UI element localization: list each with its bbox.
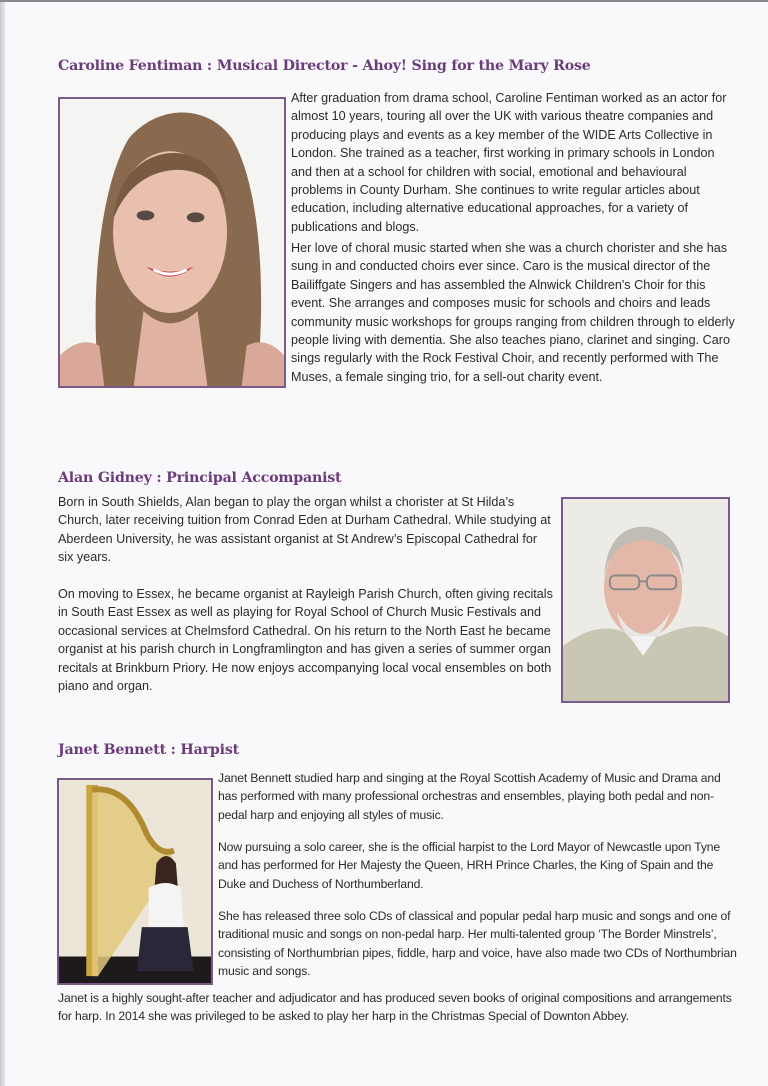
alan-photo [561, 497, 730, 703]
page-edge-shadow [0, 0, 5, 1086]
janet-photo [57, 778, 213, 985]
section-heading-alan: Alan Gidney : Principal Accompanist [58, 470, 342, 486]
janet-bio-paragraph-3: She has released three solo CDs of classical and popular pedal harp music and songs and one of traditional music and songs on non-pedal harp. Her multi-talented group ‘The Border Minstrels’, consisting of Northumbrian pipes, fiddle, harp and voice, have also made two CDs of Northumbrian music and songs. [218, 909, 737, 979]
page-top-edge [0, 0, 768, 2]
caroline-bio-paragraph-1: After graduation from drama school, Caroline Fentiman worked as an actor for almost 10 years, touring all over the UK with various theatre companies and producing plays and events as a key member of the WIDE Arts Collective in London. She trained as a teacher, first working in primary schools in London and then at a school for children with social, emotional and behavioural problems in County Durham. She continues to write regular articles about education, including alternative educational approaches, for a variety of publications and blogs. [291, 91, 727, 234]
alan-bio-paragraph-1: Born in South Shields, Alan began to play the organ whilst a chorister at St Hilda’s Church, later receiving tuition from Conrad Eden at Durham Cathedral. While studying at Aberdeen University, he was assistant organist at St Andrew’s Episcopal Cathedral for six years. [58, 495, 551, 565]
janet-harp-image [59, 780, 211, 983]
janet-bio-paragraph-1: Janet Bennett studied harp and singing at the Royal Scottish Academy of Music and Drama and has performed with many professional orchestras and ensembles, playing both pedal and non-pedal harp and enjoying all styles of music. [218, 771, 721, 822]
alan-portrait-image [563, 499, 728, 701]
caroline-bio-paragraph-2: Her love of choral music started when she was a church chorister and she has sung in and conducted choirs ever since. Caro is the musical director of the Bailiffgate Singers and has assembled the Alnwick Children's Choir for this event. She arranges and composes music for schools and choirs and leads community music workshops for groups ranging from children through to elderly people living with dementia. She also teaches piano, clarinet and singing. Caro sings regularly with the Rock Festival Choir, and recently performed with The Muses, a female singing trio, for a sell-out charity event. [291, 241, 735, 384]
section-heading-caroline: Caroline Fentiman : Musical Director - Ahoy! Sing for the Mary Rose [58, 58, 591, 74]
caroline-portrait-image [60, 99, 284, 386]
caroline-photo [58, 97, 286, 388]
janet-bio-paragraph-2: Now pursuing a solo career, she is the official harpist to the Lord Mayor of Newcastle upon Tyne and has performed for Her Majesty the Queen, HRH Prince Charles, the King of Spain and the Duke and Duchess of Northumberland. [218, 840, 721, 891]
janet-bio-paragraph-4: Janet is a highly sought-after teacher and adjudicator and has produced seven books of original compositions and arrangements for harp. In 2014 she was privileged to be asked to play her harp in the Christmas Special of Downton Abbey. [58, 991, 732, 1024]
alan-bio-paragraph-2: On moving to Essex, he became organist at Rayleigh Parish Church, often giving recitals in South East Essex as well as playing for Royal School of Church Music Festivals and occasional services at Chelmsford Cathedral. On his return to the North East he became organist at his parish church in Longframlington and has given a series of summer organ recitals at Brinkburn Priory. He now enjoys accompanying local vocal ensembles on both piano and organ. [58, 587, 553, 694]
section-heading-janet: Janet Bennett : Harpist [58, 742, 239, 758]
